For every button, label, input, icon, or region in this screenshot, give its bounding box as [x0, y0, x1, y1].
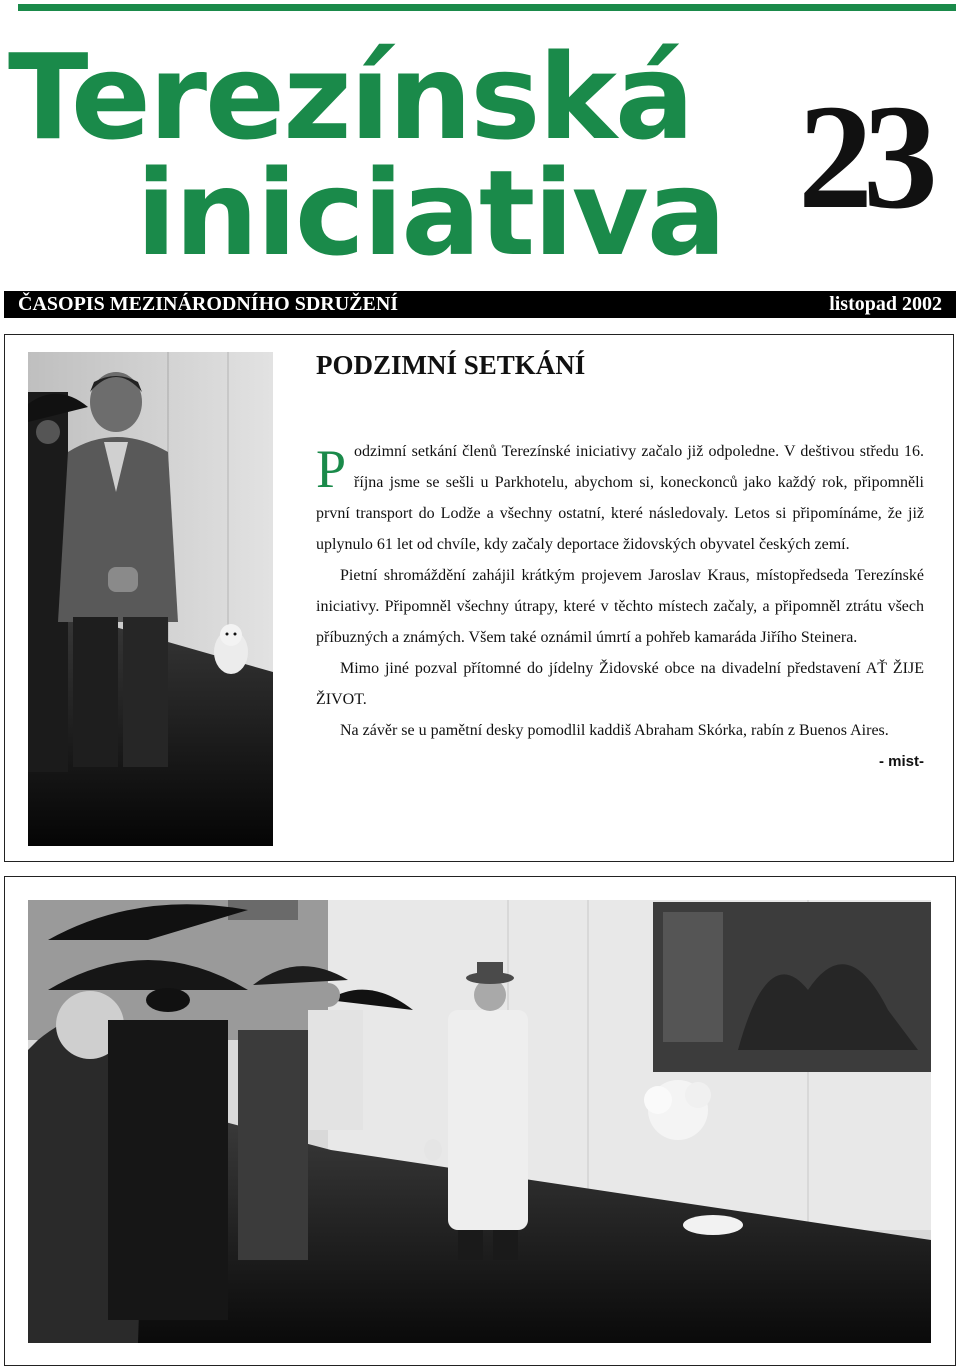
top-accent-bar	[18, 4, 956, 11]
issue-date: listopad 2002	[829, 293, 942, 315]
masthead-logo	[8, 28, 788, 282]
author-signature: - mist-	[879, 753, 924, 770]
memorial-gathering-photo	[28, 900, 931, 1343]
drop-cap: P	[316, 439, 347, 499]
portrait-photo	[28, 352, 273, 846]
article-body	[316, 436, 924, 777]
issue-number: 23	[798, 74, 928, 240]
article-paragraph-2: Pietní shromáždění zahájil krátkým projevem Jaroslav Kraus, místopředseda Terezínské iniciativy. Připomněl všechny útrapy, které v těchto místech začaly, a připomněl ztrátu všech příbuzných a známých. Všem také oznámil úmrtí a pohřeb kamaráda Jiřího Steinera.	[316, 567, 924, 646]
article-paragraph-3: Mimo jiné pozval přítomné do jídelny Židovské obce na divadelní představení AŤ ŽIJE ŽIVOT.	[316, 660, 924, 708]
publication-name: ČASOPIS MEZINÁRODNÍHO SDRUŽENÍ	[18, 293, 399, 315]
masthead-title-line1: Terezínská	[8, 28, 693, 166]
masthead-title-line2: iniciativa	[136, 144, 725, 282]
publication-banner	[4, 291, 956, 318]
article-paragraph-1: Podzimní setkání členů Terezínské iniciativy začalo již odpoledne. V deštivou středu 16. října jsme se sešli u Parkhotelu, abychom si, koneckonců jako každý rok, připomněli první transport do Lodže a všechny ostatní, které následovaly. Letos si připomínáme, že již uplynulo 61 let od chvíle, kdy začaly deportace židovských obyvatel českých zemí.	[316, 439, 924, 553]
article-headline: PODZIMNÍ SETKÁNÍ	[316, 350, 586, 380]
article-paragraph-4: Na závěr se u pamětní desky pomodlil kaddiš Abraham Skórka, rabín z Buenos Aires.	[340, 722, 889, 739]
